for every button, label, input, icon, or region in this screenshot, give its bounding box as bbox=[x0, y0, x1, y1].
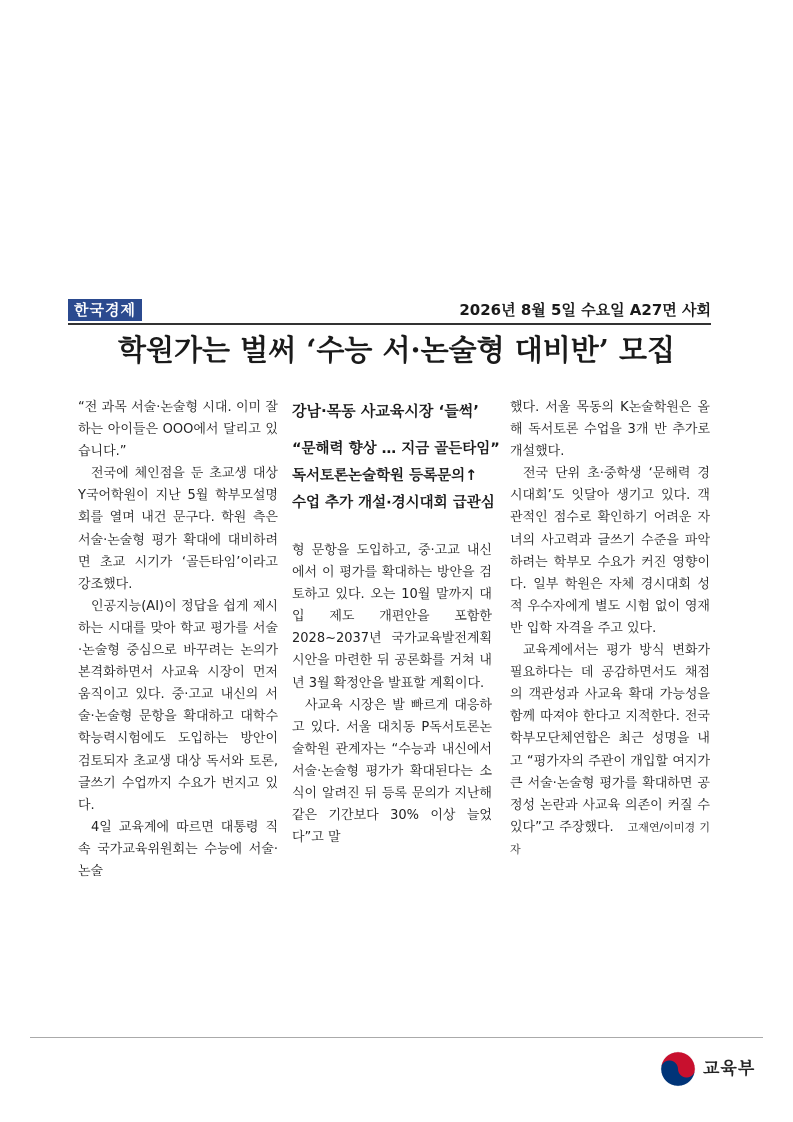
article-paragraph-text: 교육계에서는 평가 방식 변화가 필요하다는 데 공감하면서도 채점의 객관성과 사교육 확대 가능성을 함께 따져야 한다고 지적한다. 전국학부모단체연합은 최근 성명을 내고 “평가자의 주관이 개입할 여지가 큰 서술·논술형 평가를 확대하면 공정성 논란과 사교육 의존이 커질 수 있다”고 주장했다. bbox=[510, 643, 710, 835]
article-column-2 bbox=[292, 540, 492, 849]
article-paragraph: 전국 단위 초·중학생 ‘문해력 경시대회’도 잇달아 생기고 있다. 객관적인 점수로 확인하기 어려운 자녀의 사고력과 글쓰기 수준을 파악하려는 학부모 수요가 커진 영향이다. 일부 학원은 자체 경시대회 성적 우수자에게 별도 시험 없이 영재반 입학 자격을 주고 있다. bbox=[510, 466, 710, 636]
article-paragraph: 형 문항을 도입하고, 중·고교 내신에서 이 평가를 확대하는 방안을 검토하고 있다. 오는 10월 말까지 대입 제도 개편안을 포함한 2028~2037년 국가교육발전계획 시안을 마련한 뒤 공론화를 거쳐 내년 3월 확정안을 발표할 계획이다. bbox=[292, 543, 492, 691]
article-paragraph: 4일 교육계에 따르면 대통령 직속 국가교육위원회는 수능에 서술·논술 bbox=[78, 819, 278, 879]
footer-rule bbox=[30, 1037, 763, 1038]
article-column-3 bbox=[510, 397, 710, 861]
article-paragraph: 했다. 서울 목동의 K논술학원은 올해 독서토론 수업을 3개 반 추가로 개설했다. bbox=[510, 400, 710, 460]
article-paragraph: “전 과목 서술·논술형 시대. 이미 잘하는 아이들은 OOO에서 달리고 있습니다.” bbox=[78, 400, 278, 460]
ministry-name: 교육부 bbox=[703, 1059, 756, 1079]
newspaper-logo: 한국경제 bbox=[68, 299, 142, 321]
dateline: 2026년 8월 5일 수요일 A27면 사회 bbox=[459, 301, 711, 319]
subhead-line: 수업 추가 개설·경시대회 급관심 bbox=[292, 495, 495, 511]
article-paragraph: 사교육 시장은 발 빠르게 대응하고 있다. 서울 대치동 P독서토론논술학원 관계자는 “수능과 내신에서 서술·논술형 평가가 확대된다는 소식이 알려진 뒤 등록 문의가 지난해 같은 기간보다 30% 이상 늘었다”고 말 bbox=[292, 697, 492, 846]
subhead-line: “문해력 향상 … 지금 골든타임” bbox=[292, 441, 500, 457]
ministry-emblem-icon bbox=[659, 1050, 697, 1088]
masthead-rule bbox=[68, 323, 711, 325]
article-paragraph: 전국에 체인점을 둔 초교생 대상 Y국어학원이 지난 5월 학부모설명회를 열며 내건 문구다. 학원 측은 서술·논술형 평가 확대에 대비하려면 초교 시기가 ‘골든타임’이라고 강조했다. bbox=[78, 466, 278, 592]
article-paragraph: 인공지능(AI)이 정답을 쉽게 제시하는 시대를 맞아 학교 평가를 서술·논술형 중심으로 바꾸려는 논의가 본격화하면서 사교육 시장이 먼저 움직이고 있다. 중·고교 내신의 서술·논술형 문항을 확대하고 대학수학능력시험에도 도입하는 방안이 검토되자 초교생 대상 독서와 토론, 글쓰기 수업까지 수요가 번지고 있다. bbox=[78, 598, 278, 813]
article-byline: 고재연/이미경 기자 bbox=[510, 820, 710, 856]
article-paragraph bbox=[510, 640, 710, 861]
article-headline: 학원가는 벌써 ‘수능 서·논술형 대비반’ 모집 bbox=[117, 333, 675, 367]
article-subheads bbox=[292, 400, 502, 517]
article-column-1 bbox=[78, 397, 278, 883]
subhead-line: 독서토론논술학원 등록문의↑ bbox=[292, 468, 478, 484]
subhead-primary: 강남·목동 사교육시장 ‘들썩’ bbox=[292, 402, 479, 420]
